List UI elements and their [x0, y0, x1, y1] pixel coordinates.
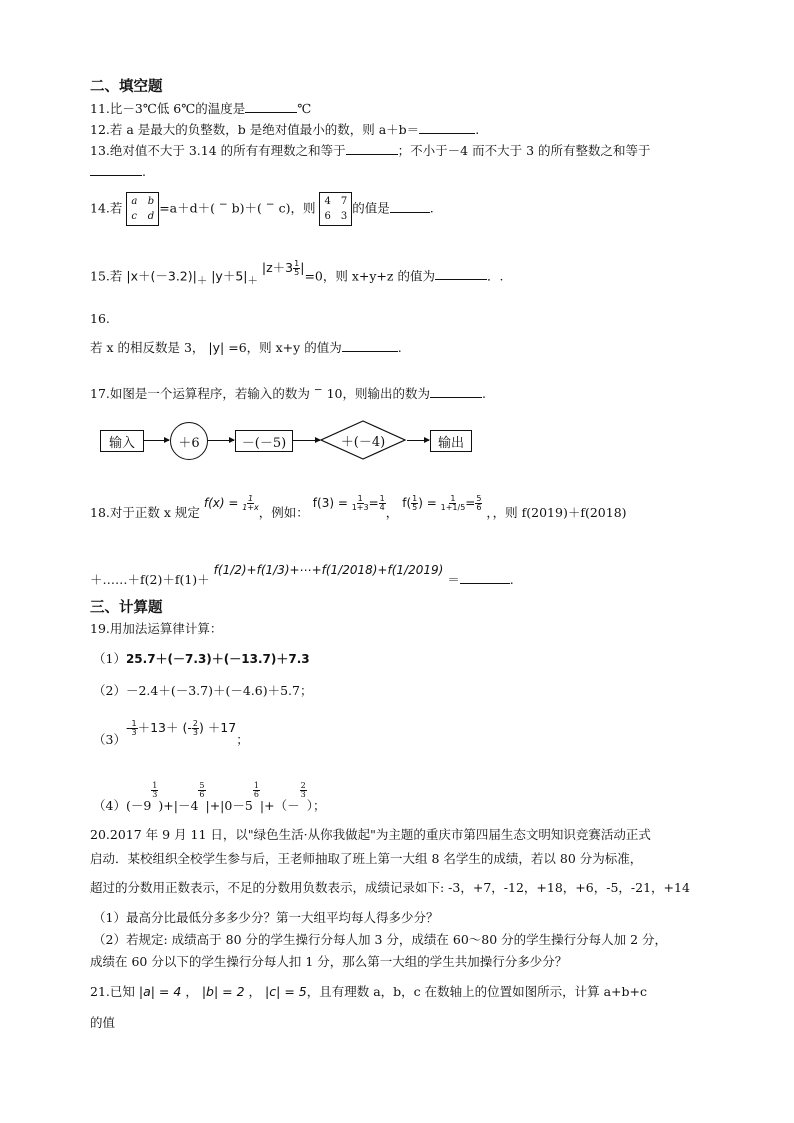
question-19-part3: （3）- $\frac{1}{3}$ ＋13＋ (- $\frac{2}{3}$ ) ＋17；	[93, 719, 249, 748]
question-21-end: 的值	[90, 1015, 116, 1030]
question-19-part2: （2）－2.4＋(－3.7)＋(－4.6)＋5.7；	[93, 683, 313, 698]
question-16-number: 16.	[90, 311, 110, 326]
determinant-abcd: a b c d	[126, 192, 159, 226]
question-15: 15.若 $|x+(-3.2)|_+$ $|y+5|_+$ |z＋3 $\frac{1}{5}$ |=0，则 x+y+z 的值为 ．.	[90, 259, 504, 287]
question-21: 21.已知 |a| = 4 ， |b| = 2 ， |c| = 5，且有理数 a，b，c 在数轴上的位置如图所示，计算 a+b+c	[90, 984, 647, 999]
question-18-sum: ＋……＋f(2)＋f(1)＋ f(1/2)+f(1/3)+⋯+f(1/2018)+f(1/2019) ＝ .	[90, 563, 514, 587]
question-13: 13.绝对值不大于 3.14 的所有有理数之和等于 ；不小于－4 而不大于 3 的所有整数之和等于	[90, 143, 651, 158]
determinant-4763: 4 7 6 3	[319, 192, 352, 226]
question-11: 11.比－3℃低 6℃的温度是 ℃	[90, 101, 312, 116]
question-19-part4: （4）(－9 $\frac{1}{3}$ )+|－4 $\frac{5}{6}$ |+|0－5 $\frac{1}{6}$ |+（－ $\frac{2}{3}$ ）；	[93, 781, 326, 813]
flow-input: 输入	[100, 430, 144, 452]
question-20-sub2b: 成绩在 60 分以下的学生操行分每人扣 1 分，那么第一大组的学生共加操行分多少分？	[90, 954, 568, 969]
question-13-blank: .	[90, 164, 146, 180]
question-16: 若 x 的相反数是 3， |y| =6，则 x+y 的值为 .	[90, 340, 402, 355]
flow-minus-neg5: －(－5)	[235, 430, 293, 452]
question-20-line2: 启动．某校组织全校学生参与后，王老师抽取了班上第一大组 8 名学生的成绩，若以 80 分为标准，	[90, 851, 643, 866]
flow-arrow	[208, 440, 234, 441]
flow-arrow	[407, 440, 429, 441]
question-20-line1: 20.2017 年 9 月 11 日，以"绿色生活·从你我做起"为主题的重庆市第四届生态文明知识竞赛活动正式	[90, 827, 651, 842]
question-17: 17.如图是一个运算程序，若输入的数为 − 10，则输出的数为 .	[90, 384, 486, 402]
flow-arrow	[292, 440, 320, 441]
flow-output: 输出	[430, 430, 472, 452]
section-calc-title: 三、计算题	[90, 600, 163, 616]
flow-arrow	[143, 440, 169, 441]
question-18: 18.对于正数 x 规定 f(x) = $\frac{1}{1+x}$ ，例如： f(3) = $\frac{1}{1+3}$ = $\frac{1}{4}$ ， f( $\frac{1}{5}$ ) = $\frac{1}{1+1/5}$ = $\frac{5}{6}$ ，，则 f(2019)＋f(2018)	[90, 494, 627, 521]
flowchart	[90, 420, 490, 460]
question-14: 14.若 a b c d =a＋d＋( − b)＋( − c)，则 4 7 6 3 的值是 .	[90, 192, 434, 226]
question-20-line3: 超过的分数用正数表示，不足的分数用负数表示，成绩记录如下: -3，+7，-12，+18，+6，-5，-21，+14	[90, 880, 690, 895]
question-20-sub2a: （2）若规定: 成绩高于 80 分的学生操行分每人加 3 分，成绩在 60～80 分的学生操行分每人加 2 分，	[93, 932, 668, 947]
flow-add-6: ＋6	[170, 422, 208, 460]
flow-add-neg4: ＋(－4)	[340, 434, 386, 450]
question-20-sub1: （1）最高分比最低分多多少分？第一大组平均每人得多少分？	[93, 910, 439, 925]
question-12: 12.若 a 是最大的负整数，b 是绝对值最小的数，则 a＋b＝ .	[90, 122, 480, 137]
question-19-title: 19.用加法运算律计算：	[90, 621, 223, 636]
question-19-part1: （1）25.7＋(－7.3)＋(－13.7)＋7.3	[93, 651, 310, 666]
section-fill-title: 二、填空题	[90, 79, 163, 95]
